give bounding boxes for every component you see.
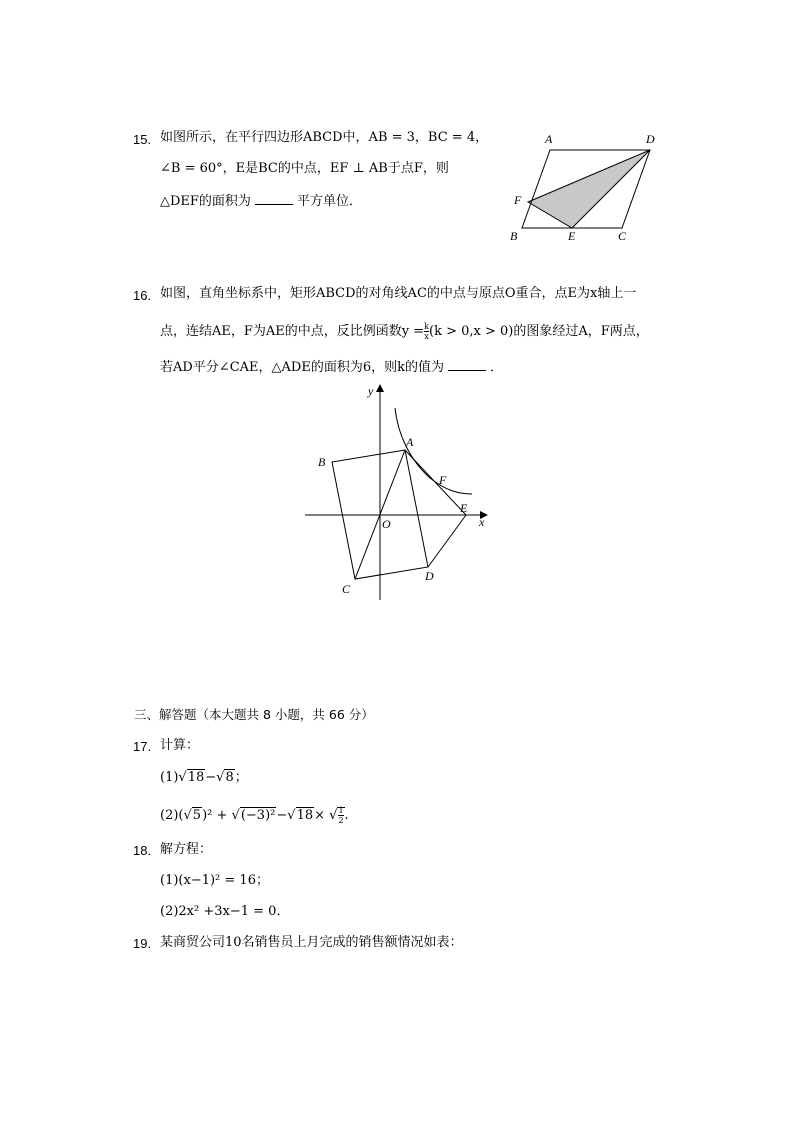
q19-number: 19. [133, 936, 152, 951]
q18-part2: (2)2x² +3x−1 = 0． [160, 904, 290, 919]
q16-line2 [160, 322, 649, 341]
q15-line3 [160, 192, 362, 211]
q15-label-a: A [545, 132, 553, 146]
q17-p1-radicand1: 18 [187, 770, 205, 785]
q15-line1: 如图所示，在平行四边形ABCD中，AB = 3，BC = 4， [160, 130, 489, 145]
q16-coordinate-figure [300, 380, 500, 605]
q16-label-o: O [382, 517, 391, 531]
q16-label-b: B [318, 455, 326, 469]
q16-line1: 如图，直角坐标系中，矩形ABCD的对角线AC的中点与原点O重合，点E为x轴上一 [160, 286, 637, 301]
q15-line3-b: 平方单位． [296, 194, 362, 209]
q16-label-f: F [439, 473, 447, 487]
q16-line3 [160, 358, 503, 377]
q16-segment-ae [405, 450, 466, 515]
q16-label-x: x [479, 515, 485, 529]
q15-line3-a: △DEF的面积为 [160, 194, 251, 209]
q16-segment-de [428, 515, 466, 567]
q17-part2: (2)(√5)² + √(−3)²−√18× √ $\frac{1}{2}$ . [160, 806, 349, 825]
q15-answer-blank [255, 192, 293, 205]
q18-part1: (1)(x−1)² = 16； [160, 873, 269, 888]
q16-y-axis-arrow [376, 384, 384, 392]
q17-title: 计算： [160, 738, 200, 753]
q16-line2-a: 点，连结AE，F为AE的中点，反比例函数y = [160, 324, 425, 339]
q16-label-d: D [425, 569, 434, 583]
q16-label-a: A [406, 435, 414, 449]
q15-label-e: E [568, 229, 576, 243]
q15-parallelogram-figure [505, 126, 670, 246]
q16-line3-b: ． [489, 360, 503, 375]
q15-label-f: F [514, 193, 522, 207]
q17-p1-radicand2: 8 [225, 770, 234, 785]
section-3-heading: 三、解答题（本大题共 8 小题，共 66 分） [134, 707, 374, 722]
q16-label-c: C [342, 582, 351, 596]
q19-text: 某商贸公司10名销售员上月完成的销售额情况如表： [160, 935, 463, 950]
q16-line3-a: 若AD平分∠CAE，△ADE的面积为6，则k的值为 [160, 360, 444, 375]
q18-number: 18. [133, 843, 152, 858]
q16-fraction-k-over-x: $\frac{k}{x}$ [424, 322, 430, 341]
q17-part1: (1)√18−√8； [160, 770, 248, 785]
q16-label-e: E [460, 501, 468, 515]
q15-line2: ∠B = 60°，E是BC的中点，EF ⊥ AB于点F，则 [160, 161, 449, 176]
q15-label-c: C [618, 229, 627, 243]
q17-fraction-one-half: $\frac{1}{2}$ [338, 806, 344, 825]
q15-label-b: B [510, 229, 518, 243]
q15-label-d: D [646, 132, 655, 146]
q17-number: 17. [133, 739, 152, 754]
q16-answer-blank [448, 358, 486, 371]
q16-line2-b: (k > 0,x > 0)的图象经过A，F两点， [429, 324, 649, 339]
q16-label-y: y [368, 384, 374, 398]
q16-number: 16. [133, 288, 152, 303]
q15-number: 15. [133, 132, 152, 147]
q18-title: 解方程： [160, 842, 213, 857]
